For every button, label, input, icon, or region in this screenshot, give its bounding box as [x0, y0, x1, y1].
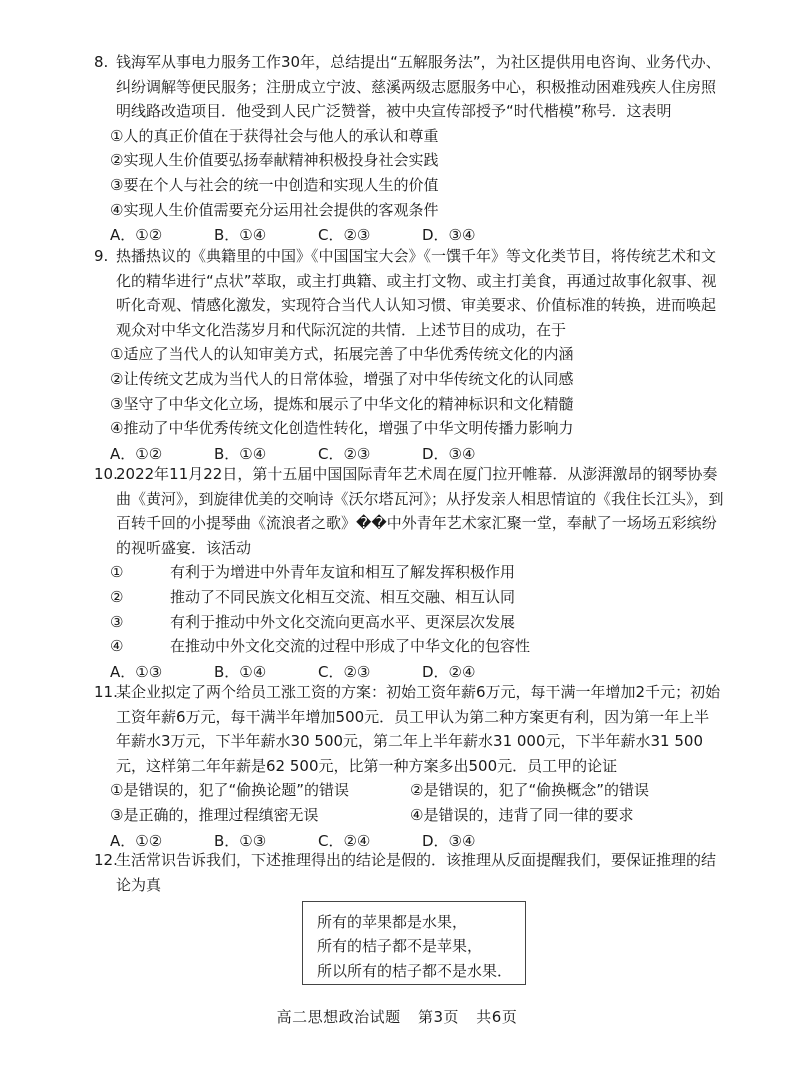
question-number: 12.: [94, 851, 118, 869]
footer-page-number: 第3页: [417, 1008, 459, 1026]
answer-c: C．②③: [318, 662, 371, 681]
option-4: ④推动了中华优秀传统文化创造性转化，增强了中华文明传播力影响力: [110, 419, 574, 438]
option-4: [94, 634, 724, 659]
option-3: [94, 610, 724, 635]
answer-b: B．①④: [214, 662, 267, 681]
question-text: 2022年11月22日，第十五届中国国际青年艺术周在厦门拉开帷幕．从澎湃激昂的钢琴协奏曲《黄河》，到旋律优美的交响诗《沃尔塔瓦河》；从抒发亲人相思情谊的《我住长江头》，到百转千回的小提琴曲《流浪者之歌》��中外青年艺术家汇聚一堂，奉献了一场场五彩缤纷的视听盛宴．该活动: [116, 465, 724, 557]
option-text: 有利于为增进中外青年友谊和相互了解发挥积极作用: [170, 563, 516, 582]
question-8: [94, 50, 724, 248]
option-text: 推动了不同民族文化相互交流、相互交融、相互认同: [170, 587, 516, 606]
question-stem: [94, 50, 724, 124]
page-footer: [0, 1006, 794, 1027]
premise-minor: 所有的桔子都不是苹果，: [317, 937, 483, 956]
answer-c: C．②④: [318, 831, 371, 850]
question-stem: [94, 848, 724, 897]
answer-a: A．①②: [110, 226, 163, 245]
question-number: 8.: [94, 53, 109, 71]
option-4: ④实现人生价值需要充分运用社会提供的客观条件: [110, 200, 439, 219]
syllogism-box: [302, 901, 526, 985]
option-1: ①人的真正价值在于获得社会与他人的承认和尊重: [110, 126, 439, 145]
option-mark: ③: [110, 612, 124, 631]
question-text: 生活常识告诉我们，下述推理得出的结论是假的．该推理从反面提醒我们，要保证推理的结论为真: [116, 851, 717, 894]
option-text: 有利于推动中外文化交流向更高水平、更深层次发展: [170, 612, 516, 631]
question-text: 热播热议的《典籍里的中国》《中国国宝大会》《一馔千年》等文化类节目，将传统艺术和文化的精华进行“点状”萃取，或主打典籍、或主打文物、或主打美食，再通过故事化叙事、视听化奇观、情感化激发，实现符合当代人认知习惯、审美要求、价值标准的转换，进而唤起观众对中华文化浩荡岁月和代际沉淀的共情．上述节目的成功，在于: [116, 247, 717, 339]
answer-b: B．①④: [214, 444, 267, 463]
answer-a: A．①③: [110, 662, 163, 681]
question-text: 钱海军从事电力服务工作30年，总结提出“五解服务法”，为社区提供用电咨询、业务代办、纠纷调解等便民服务；注册成立宁波、慈溪两级志愿服务中心，积极推动困难残疾人住房照明线路改造项目．他受到人民广泛赞誉，被中央宣传部授予“时代楷模”称号．这表明: [116, 53, 721, 121]
option-row: [94, 778, 724, 803]
option-3: ③是正确的，推理过程缜密无误: [110, 805, 319, 824]
answer-d: D．③④: [422, 226, 476, 245]
answer-a: A．①②: [110, 831, 163, 850]
question-number: 11.: [94, 683, 118, 701]
footer-subject: 高二思想政治试题: [276, 1008, 401, 1026]
answer-c: C．②③: [318, 444, 371, 463]
footer-total-pages: 共6页: [476, 1008, 518, 1026]
option-3: ③要在个人与社会的统一中创造和实现人生的价值: [110, 175, 439, 194]
option-mark: ④: [110, 637, 124, 656]
question-number: 10.: [94, 465, 118, 483]
answer-c: C．②③: [318, 226, 371, 245]
option-2: [94, 585, 724, 610]
option-1: [94, 560, 724, 585]
answer-a: A．①②: [110, 444, 163, 463]
conclusion: 所以所有的桔子都不是水果．: [317, 961, 513, 980]
question-12: [94, 848, 724, 897]
option-text: 在推动中外文化交流的过程中形成了中华文化的包容性: [170, 637, 531, 656]
option-2: ②实现人生价值要弘扬奉献精神积极投身社会实践: [110, 151, 439, 170]
option-1: ①适应了当代人的认知审美方式，拓展完善了中华优秀传统文化的内涵: [110, 345, 574, 364]
option-mark: ①: [110, 563, 124, 582]
question-11: [94, 680, 724, 854]
option-mark: ②: [110, 587, 124, 606]
answer-b: B．①④: [214, 226, 267, 245]
answer-d: D．③④: [422, 444, 476, 463]
option-1: ①是错误的，犯了“偷换论题”的错误: [110, 781, 349, 800]
option-2: ②让传统文艺成为当代人的日常体验，增强了对中华传统文化的认同感: [110, 369, 574, 388]
option-row: [94, 803, 724, 828]
question-text: 某企业拟定了两个给员工涨工资的方案：初始工资年薪6万元，每干满一年增加2千元；初始工资年薪6万元，每干满半年增加500元．员工甲认为第二种方案更有利，因为第一年上半年薪水3万元，下半年薪水30 500元，第二年上半年薪水31 000元，下半年薪水31 500元，这样第二年年薪是62 500元，比第一种方案多出500元．员工甲的论证: [116, 683, 721, 775]
question-stem: [94, 680, 724, 778]
question-10: [94, 462, 724, 685]
question-9: [94, 244, 724, 467]
premise-major: 所有的苹果都是水果，: [317, 913, 468, 931]
question-stem: [94, 462, 724, 560]
option-2: ②是错误的，犯了“偷换概念”的错误: [410, 781, 649, 800]
option-4: ④是错误的，违背了同一律的要求: [410, 805, 634, 824]
answer-d: D．③④: [422, 831, 476, 850]
question-number: 9.: [94, 247, 109, 265]
answer-d: D．②④: [422, 662, 476, 681]
answer-b: B．①③: [214, 831, 267, 850]
question-stem: [94, 244, 724, 342]
option-3: ③坚守了中华文化立场，提炼和展示了中华文化的精神标识和文化精髓: [110, 394, 574, 413]
